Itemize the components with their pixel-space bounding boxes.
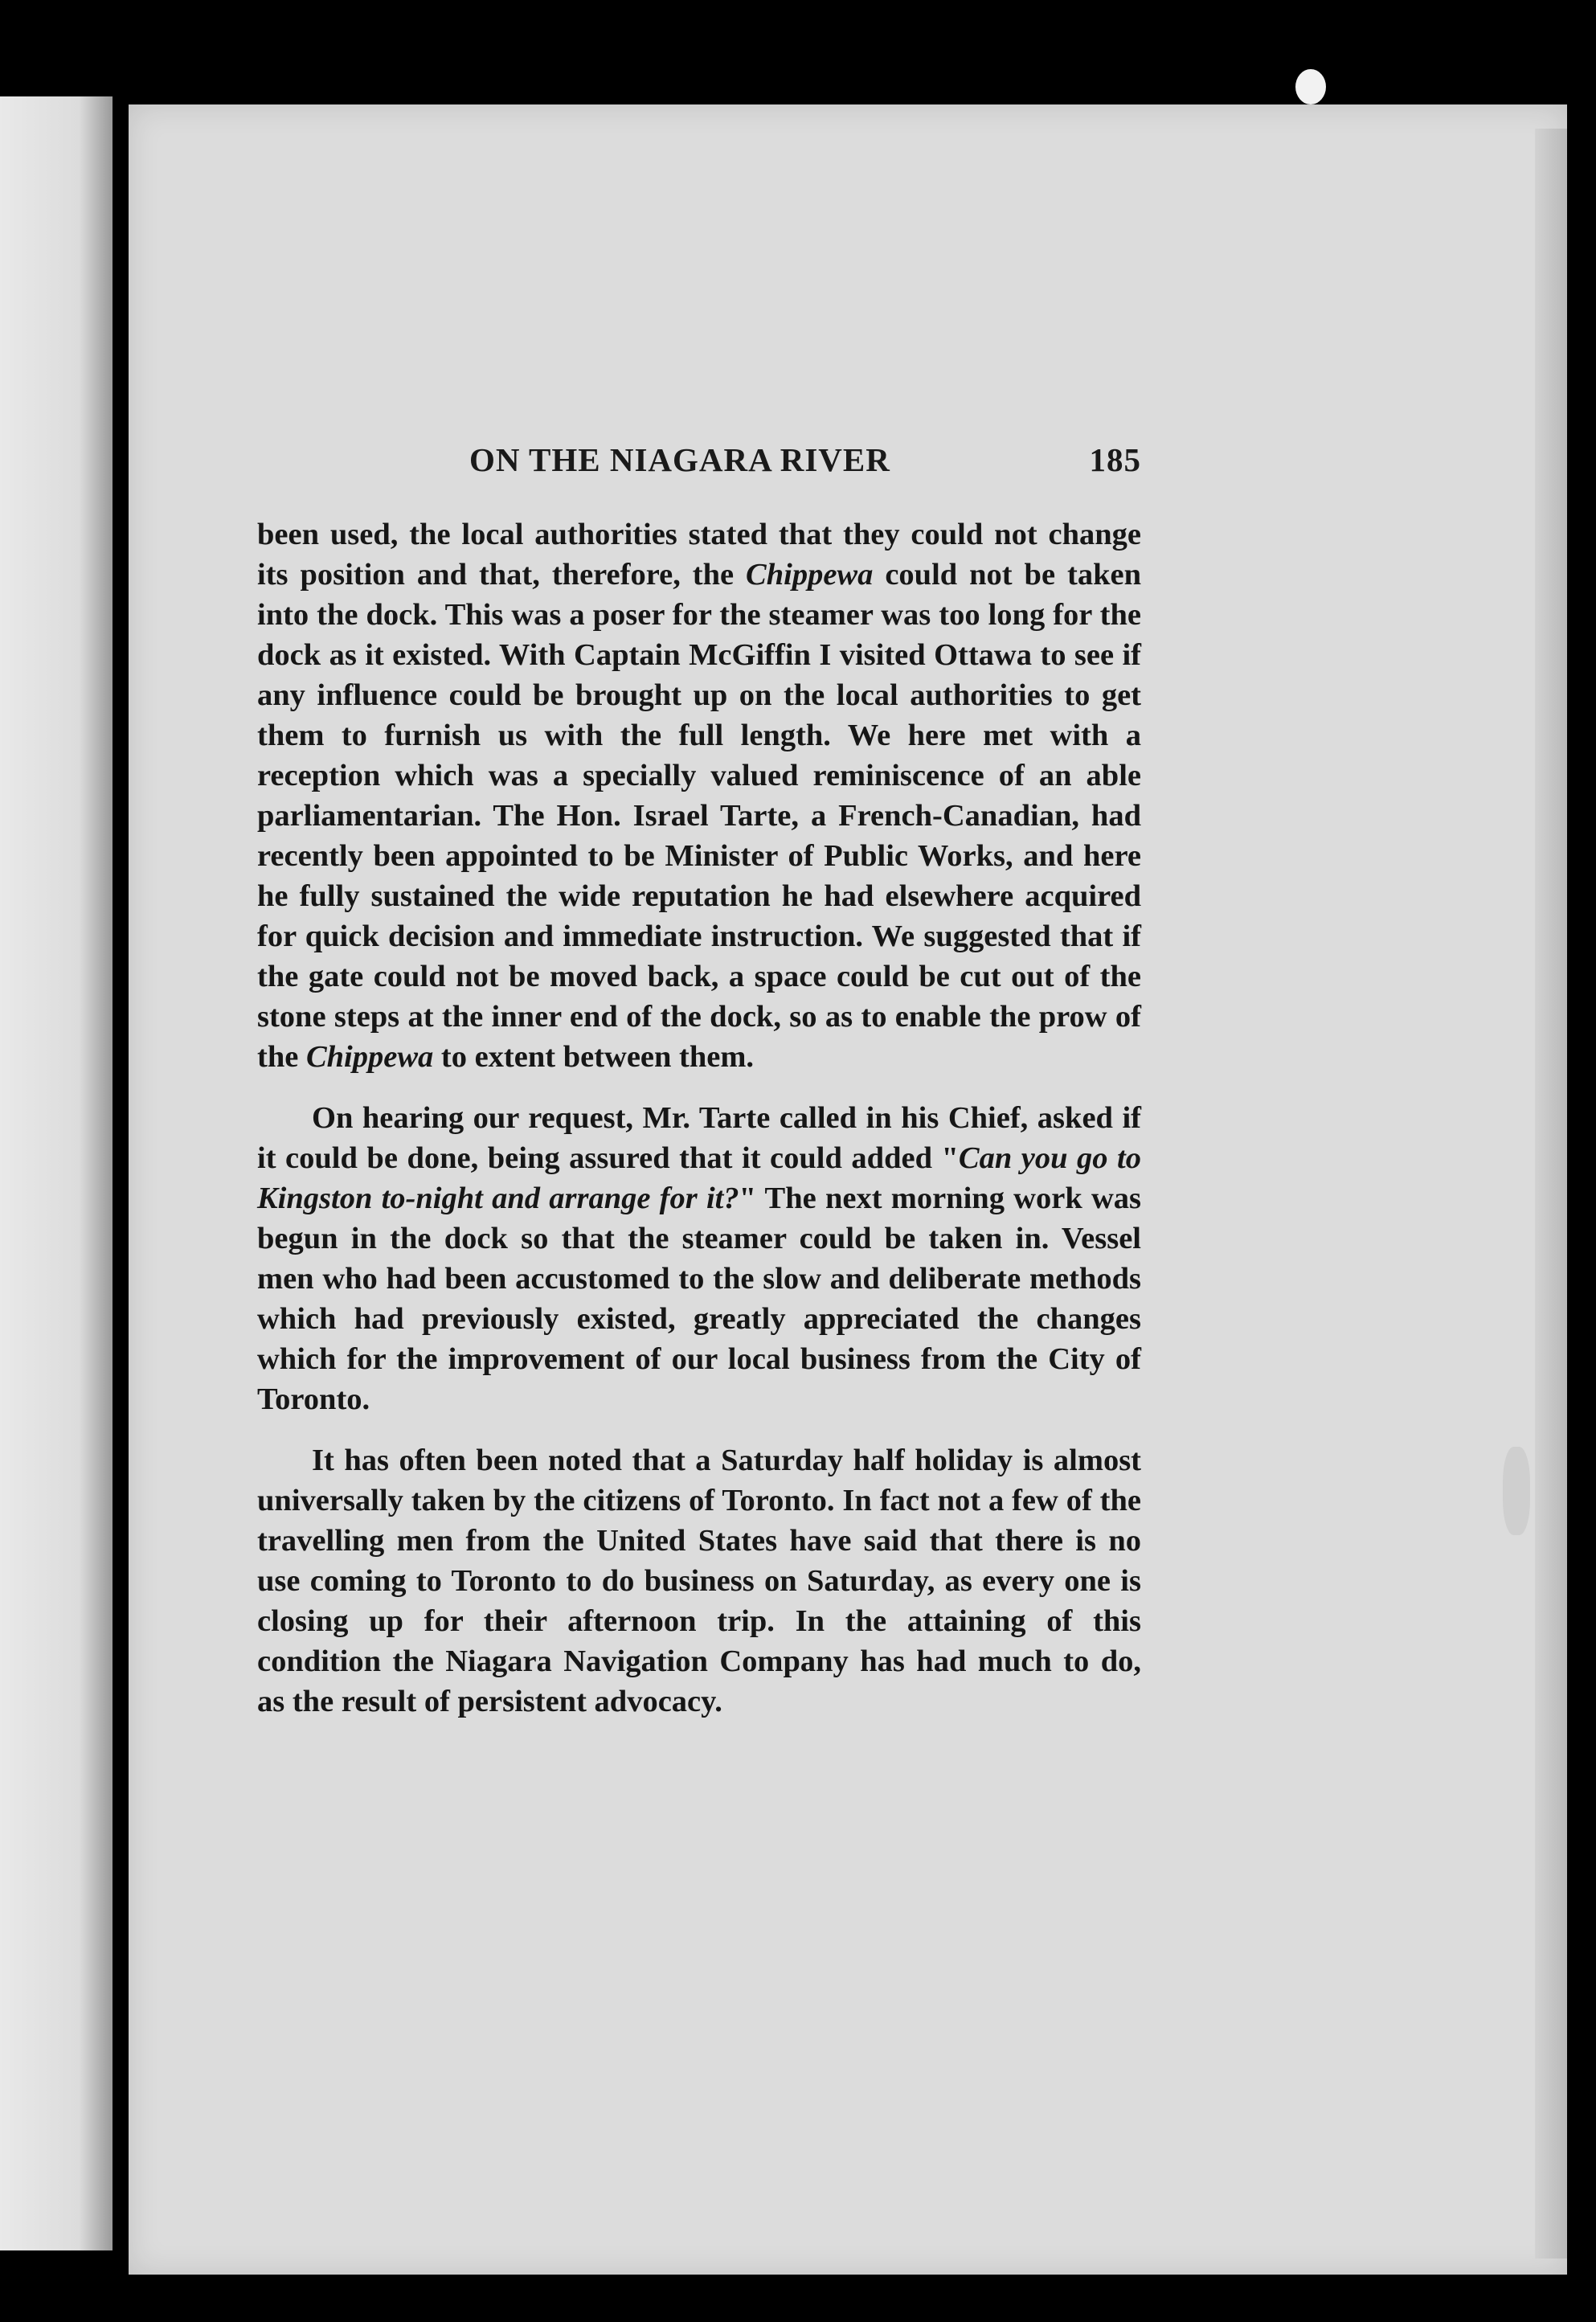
ship-name: Chippewa [305,1040,434,1074]
quotation: Can you go to Kingston to-night and arrange for it? [257,1141,1141,1215]
page-number: 185 [1089,441,1141,478]
text-run: could not be taken into the dock. This was a poser for the steamer was too long for the dock as it existed. With Captain McGiffin I visited Ottawa to see if any influence could be brought up on the local authorities to get them to furnish us with the full length. We here met with a reception which was a specially valued reminiscence of an able parliamentarian. The Hon. Israel Tarte, a French-Canadian, had recently been appointed to be Minister of Public Works, and here he fully sustained the wide reputation he had elsewhere acquired for quick decision and immediate instruction. We suggested that if the gate could not be moved back, a space could be cut out of the stone steps at the inner end of the dock, so as to enable the prow of the [257,558,1141,1074]
page-edge-shadow [1535,129,1567,2259]
ship-name: Chippewa [746,558,874,592]
previous-page-edge [0,96,113,2250]
text-run: On hearing our request, Mr. Tarte called in his Chief, asked if it could be done, being assured that it could added " [257,1101,1141,1175]
text-run: " The next morning work was begun in the dock so that the steamer could be taken in. Vessel men who had been accustomed to the slow and deliberate methods which had previously existed, greatly appreciated the changes which for the improvement of our local business from the City of Toronto. [257,1181,1142,1416]
paragraph-1 [257,514,1141,1077]
body-text [257,514,1141,1743]
scan-artifact [1295,69,1326,104]
scan-artifact [1503,1447,1530,1535]
text-run: to extent between them. [433,1040,755,1074]
paragraph-3 [257,1440,1141,1722]
page-header [469,440,1141,489]
text-run: been used, the local authorities stated that they could not change its position and that, therefore, the [257,518,1141,592]
running-title: ON THE NIAGARA RIVER [469,441,890,478]
paragraph-2 [257,1098,1141,1419]
text-run: It has often been noted that a Saturday half holiday is almost universally taken by the citizens of Toronto. In fact not a few of the travelling men from the United States have said that there is no use coming to Toronto to do business on Saturday, as every one is closing up for their afternoon trip. In the attaining of this condition the Niagara Navigation Company has had much to do, as the result of persistent advocacy. [257,1444,1141,1718]
